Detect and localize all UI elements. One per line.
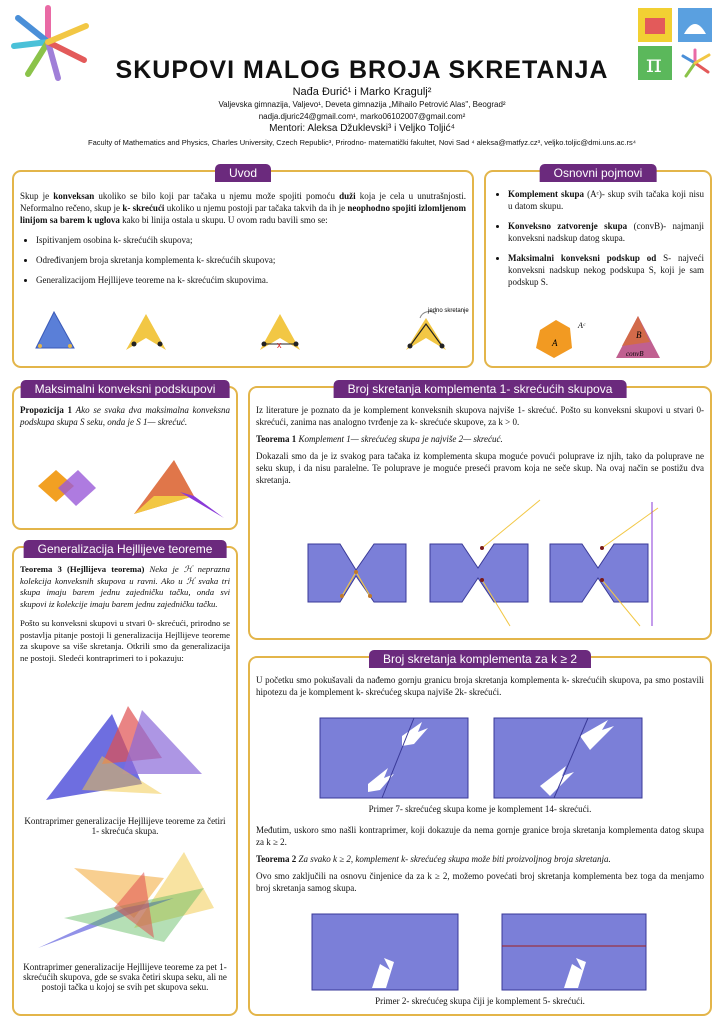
osnovni-list: [508, 188, 704, 288]
poster-title: SKUPOVI MALOG BROJA SKRETANJA: [115, 56, 609, 84]
panel-broj1: [248, 382, 712, 640]
svg-text:x: x: [277, 340, 282, 350]
theorem-3: Teorema 3 (Hejllijeva teorema) Neka je ℋ neprazna kolekcija konveksnih skupova u ravni. Ako u ℋ svaka tri skupa imaju barem jednu zajedničku tačku, onda svi skupovi iz kolekcije imaju barem jednu zajedničku tačku.: [20, 564, 231, 609]
hejli-caption-2: Kontraprimer generalizacije Hejllijeve teoreme za pet 1- skrećućih skupova, gde se svaka četiri skupa seku, ali ne postoji tačka u kojoj se svih pet skupova seku.: [23, 962, 227, 992]
list-item: • Određivanjem broja skretanja komplementa k- skrećućih skupova;: [36, 254, 466, 266]
panel-hejli: [12, 542, 238, 1016]
fig-label: jedno skretanje: [428, 308, 469, 314]
brojk-caption-2: Primer 2- skrećućeg skupa čiji je komplement 5- skrećući.: [375, 996, 585, 1006]
svg-text:convB: convB: [626, 350, 644, 358]
panel-title-brojk: Broj skretanja komplementa za k ≥ 2: [369, 650, 591, 668]
theorem-2: Teorema 2 Za svako k ≥ 2, komplement k- skrećućeg skupa može biti proizvoljnog broja skretanja.: [256, 854, 611, 864]
mentor-affiliations: Faculty of Mathematics and Physics, Charles University, Czech Republic³, Prirodno- matematički fakultet, Novi Sad ⁴ aleksa@matfyz.cz³, veljko.toljic@dmi.uns.ac.rs⁴: [88, 138, 636, 147]
broj1-figures: [300, 500, 670, 628]
list-item: • Konveksno zatvorenje skupa (convB)- najmanji konveksni nadskup datog skupa.: [508, 220, 704, 244]
affiliations: Valjevska gimnazija, Valjevo¹, Deveta gimnazija „Mihailo Petrović Alas", Beograd²: [218, 100, 506, 109]
hejli-figure-1: [42, 704, 212, 812]
panel-title-uvod: Uvod: [215, 164, 271, 182]
uvod-text: Skup je konveksan ukoliko se bilo koji par tačaka u njemu može spojiti pomoću duži koja je cela u unutrašnjosti. Neformalno rečeno, skup je k- skrećući ukoliko u njemu postoji par tačaka takvih da ih je neophodno spojiti izlomljenom linijom sa barem k uglova kako bi linija ostala u skupu. U ovom radu bavili smo se:: [20, 191, 466, 225]
brojk-text-2: Međutim, uskoro smo našli kontraprimer, koji dokazuje da nema gornje granice broja skretanja komplementa datog skupa za k ≥ 2.: [256, 825, 704, 847]
hejli-caption-1: Kontraprimer generalizacije Hejllijeve teoreme za četiri 1- skrećuća skupa.: [24, 816, 226, 836]
brojk-figure-1: [318, 716, 648, 800]
panel-osnovni: [484, 166, 712, 368]
broj1-text-2: Dokazali smo da je iz svakog para tačaka iz komplementa skupa moguće povući polupravе iz njih, tako da polupravе ne seku skup, i da nisu paralelne. Te polupravе je moguće preseći pravom koja ne seče skup. Na ovaj način se postižu dva skretanja.: [256, 451, 704, 485]
svg-text:π: π: [646, 50, 662, 78]
maks-figures: [34, 456, 230, 524]
panel-brojk: [248, 652, 712, 1016]
emails: nadja.djuric24@gmail.com¹, marko06102007@gmail.com²: [258, 112, 466, 121]
panel-uvod: [12, 166, 474, 368]
list-item: • Generalizacijom Hejllijeve teoreme na k- skrećućim skupovima.: [36, 274, 466, 286]
authors: Nađa Đurić¹ i Marko Kragulj²: [292, 86, 432, 98]
panel-title-osnovni: Osnovni pojmovi: [540, 164, 657, 182]
panel-title-broj1: Broj skretanja komplementa 1- skrećućih skupova: [334, 380, 627, 398]
brojk-text-3: Ovo smo zaključili na osnovu činjenice da za k ≥ 2, možemo povećati broj skretanja komplementa bez toga da menjamo broj skretanja samog skupa.: [256, 871, 704, 893]
uvod-list: [36, 234, 466, 286]
list-item: • Ispitivanjem osobina k- skrećućih skupova;: [36, 234, 466, 246]
hejli-figure-2: [34, 848, 224, 954]
broj1-text-1: Iz literature je poznato da je komplement konveksnih skupova najviše 1- skrećuć. Pošto su konveksni skupovi u stvari 0- skrećući, zanima nas analogno tvrđenje za k- skrećuće skupove, za k > 0.: [256, 405, 704, 427]
uvod-figures: [24, 304, 469, 362]
brojk-figure-2: [310, 912, 650, 992]
svg-text:B: B: [636, 330, 642, 340]
list-item: • Komplement skupa (Aᶜ)- skup svih tačaka koji nisu u datom skupu.: [508, 188, 704, 212]
panel-title-hejli: Generalizacija Hejllijeve teoreme: [24, 540, 227, 558]
list-item: • Maksimalni konveksni podskup od S- najveći konveksni nadskup nekog podskupa S, koji je sam podskup S.: [508, 252, 704, 288]
hejli-text: Pošto su konveksni skupovi u stvari 0- skrećući, prirodno se postavlja pitanje postoji li generalizacija Hejllijeve teoreme za skupove sa više skretanja. Otkrili smo da generalizacija ne postoji. Sledeći kontraprimeri to i pokazuju:: [20, 618, 230, 663]
proposition: Propozicija 1 Ako se svaka dva maksimalna konveksna podskupa skupa S seku, onda je S 1— skrećuć.: [20, 405, 230, 427]
osnovni-figures: [530, 312, 680, 362]
mentors: Mentori: Aleksa Džuklevski³ i Veljko Toljić⁴: [269, 123, 455, 134]
panel-maks: [12, 382, 238, 530]
brojk-text-1: U početku smo pokušavali da nađemo gornju granicu broja skretanja komplementa k- skrećućih skupova, pa smo postavili hipotezu da je komplement k- skrećućeg skupa najviše 2k- skrećući.: [256, 675, 704, 697]
theorem-1: Teorema 1 Komplement 1— skrećućeg skupa je najviše 2— skrećuć.: [256, 434, 503, 444]
brojk-caption-1: Primer 7- skrećućeg skupa kome je komplement 14- skrećući.: [368, 804, 592, 814]
svg-text:Aᶜ: Aᶜ: [578, 321, 585, 330]
panel-title-maks: Maksimalni konveksni podskupovi: [21, 380, 230, 398]
svg-text:A: A: [552, 338, 558, 348]
